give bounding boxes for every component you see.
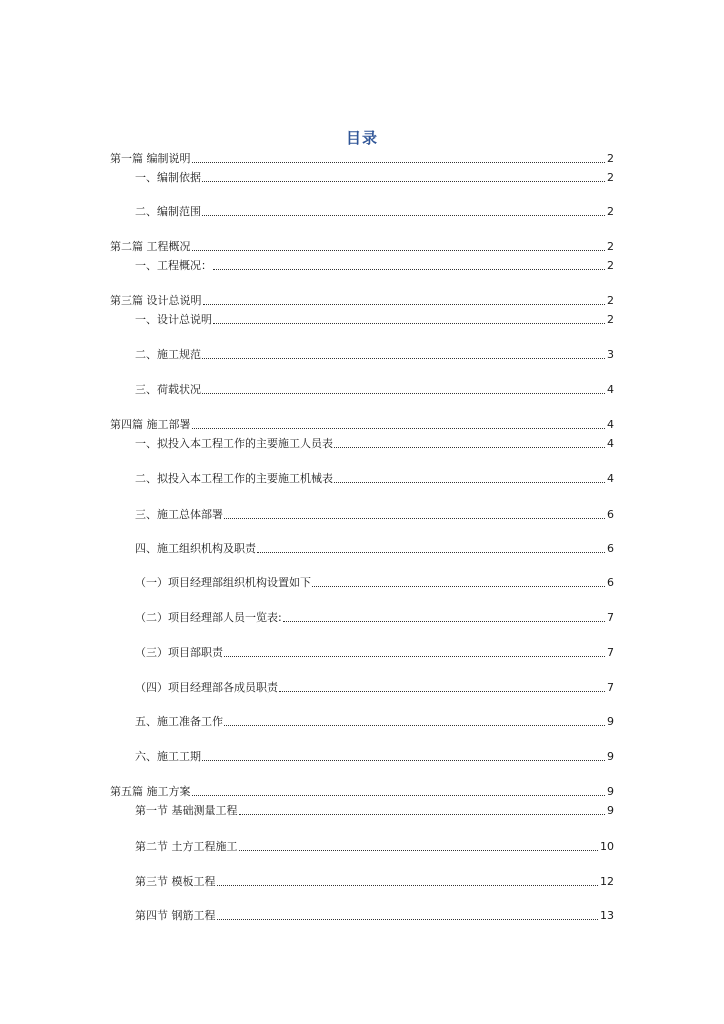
toc-entry-label: 六、施工工期 <box>135 750 201 763</box>
toc-entry-label: 四、施工组织机构及职责 <box>135 542 256 555</box>
toc-entry[interactable] <box>135 506 614 522</box>
toc-entry-label: 第一节 基础测量工程 <box>135 804 238 817</box>
toc-entry[interactable] <box>135 609 614 625</box>
toc-entry[interactable] <box>135 907 614 923</box>
toc-entry-page: 2 <box>607 294 614 307</box>
toc-entry[interactable] <box>135 838 614 854</box>
toc-entry[interactable] <box>110 783 614 799</box>
toc-entry-page: 6 <box>607 542 614 555</box>
toc-entry[interactable] <box>135 346 614 362</box>
dot-leader <box>202 358 605 359</box>
toc-entry-page: 7 <box>607 611 614 624</box>
toc-entry-page: 4 <box>607 472 614 485</box>
toc-entry-page: 2 <box>607 152 614 165</box>
dot-leader <box>203 304 606 305</box>
toc-entry[interactable] <box>110 150 614 166</box>
dot-leader <box>217 919 599 920</box>
toc-entry[interactable] <box>135 435 614 451</box>
dot-leader <box>312 586 605 587</box>
toc-entry-page: 2 <box>607 313 614 326</box>
toc-entry-page: 2 <box>607 205 614 218</box>
toc-entry-label: 第三篇 设计总说明 <box>110 294 202 307</box>
dot-leader <box>192 428 606 429</box>
toc-entry[interactable] <box>135 311 614 327</box>
toc-entry-page: 9 <box>607 750 614 763</box>
toc-entry-page: 13 <box>600 909 614 922</box>
toc-entry-page: 6 <box>607 576 614 589</box>
toc-entry[interactable] <box>135 169 614 185</box>
toc-entry[interactable] <box>135 679 614 695</box>
toc-entry-label: 五、施工准备工作 <box>135 715 223 728</box>
toc-entry-label: 一、设计总说明 <box>135 313 212 326</box>
toc-entry-page: 4 <box>607 383 614 396</box>
toc-entry-label: 第一篇 编制说明 <box>110 152 191 165</box>
toc-title: 目录 <box>345 129 378 147</box>
dot-leader <box>202 393 605 394</box>
dot-leader <box>239 814 606 815</box>
dot-leader <box>334 482 605 483</box>
toc-entry[interactable] <box>110 238 614 254</box>
toc-entry[interactable] <box>135 713 614 729</box>
toc-entry-label: 第五篇 施工方案 <box>110 785 191 798</box>
toc-entry-label: 一、工程概况： <box>135 259 212 272</box>
toc-entry[interactable] <box>135 748 614 764</box>
toc-entry-label: 第四篇 施工部署 <box>110 418 191 431</box>
dot-leader <box>257 552 605 553</box>
toc-entry-page: 12 <box>600 875 614 888</box>
toc-entry-page: 7 <box>607 646 614 659</box>
toc-entry-label: 二、拟投入本工程工作的主要施工机械表 <box>135 472 333 485</box>
toc-entry-page: 4 <box>607 437 614 450</box>
toc-entry-label: 三、荷载状况 <box>135 383 201 396</box>
toc-entry-label: 第二节 土方工程施工 <box>135 840 238 853</box>
toc-entry[interactable] <box>135 802 614 818</box>
toc-entry-label: 一、编制依据 <box>135 171 201 184</box>
toc-entry-page: 9 <box>607 715 614 728</box>
toc-entry-page: 3 <box>607 348 614 361</box>
toc-entry-label: 二、施工规范 <box>135 348 201 361</box>
toc-entry-page: 10 <box>600 840 614 853</box>
toc-entry[interactable] <box>110 416 614 432</box>
toc-entry[interactable] <box>135 540 614 556</box>
toc-entry[interactable] <box>135 381 614 397</box>
toc-entry[interactable] <box>135 644 614 660</box>
dot-leader <box>239 850 599 851</box>
dot-leader <box>283 621 605 622</box>
toc-entry-label: 一、拟投入本工程工作的主要施工人员表 <box>135 437 333 450</box>
dot-leader <box>224 725 605 726</box>
toc-entry-page: 2 <box>607 259 614 272</box>
toc-entry-label: 二、编制范围 <box>135 205 201 218</box>
dot-leader <box>224 518 605 519</box>
toc-entry-page: 7 <box>607 681 614 694</box>
dot-leader <box>192 250 606 251</box>
toc-entry[interactable] <box>135 574 614 590</box>
toc-entry-label: （三）项目部职责 <box>135 646 223 659</box>
toc-entry[interactable] <box>135 257 614 273</box>
toc-entry-label: （二）项目经理部人员一览表: <box>135 611 282 624</box>
dot-leader <box>202 181 605 182</box>
toc-entry-page: 9 <box>607 785 614 798</box>
toc-entry[interactable] <box>135 470 614 486</box>
dot-leader <box>192 795 606 796</box>
dot-leader <box>202 215 605 216</box>
toc-entry-label: （一）项目经理部组织机构设置如下 <box>135 576 311 589</box>
dot-leader <box>213 269 605 270</box>
toc-entry[interactable] <box>110 292 614 308</box>
toc-entry-label: 第四节 钢筋工程 <box>135 909 216 922</box>
dot-leader <box>224 656 605 657</box>
toc-entry-label: （四）项目经理部各成员职责 <box>135 681 278 694</box>
dot-leader <box>213 323 605 324</box>
dot-leader <box>279 691 605 692</box>
toc-entry-page: 2 <box>607 240 614 253</box>
toc-entry-label: 第二篇 工程概况 <box>110 240 191 253</box>
toc-entry-page: 4 <box>607 418 614 431</box>
toc-entry-label: 三、施工总体部署 <box>135 508 223 521</box>
dot-leader <box>334 447 605 448</box>
dot-leader <box>217 885 599 886</box>
dot-leader <box>192 162 606 163</box>
toc-entry[interactable] <box>135 873 614 889</box>
toc-entry-page: 6 <box>607 508 614 521</box>
toc-entry-page: 2 <box>607 171 614 184</box>
toc-entry-page: 9 <box>607 804 614 817</box>
toc-entry[interactable] <box>135 203 614 219</box>
dot-leader <box>202 760 605 761</box>
toc-entry-label: 第三节 模板工程 <box>135 875 216 888</box>
